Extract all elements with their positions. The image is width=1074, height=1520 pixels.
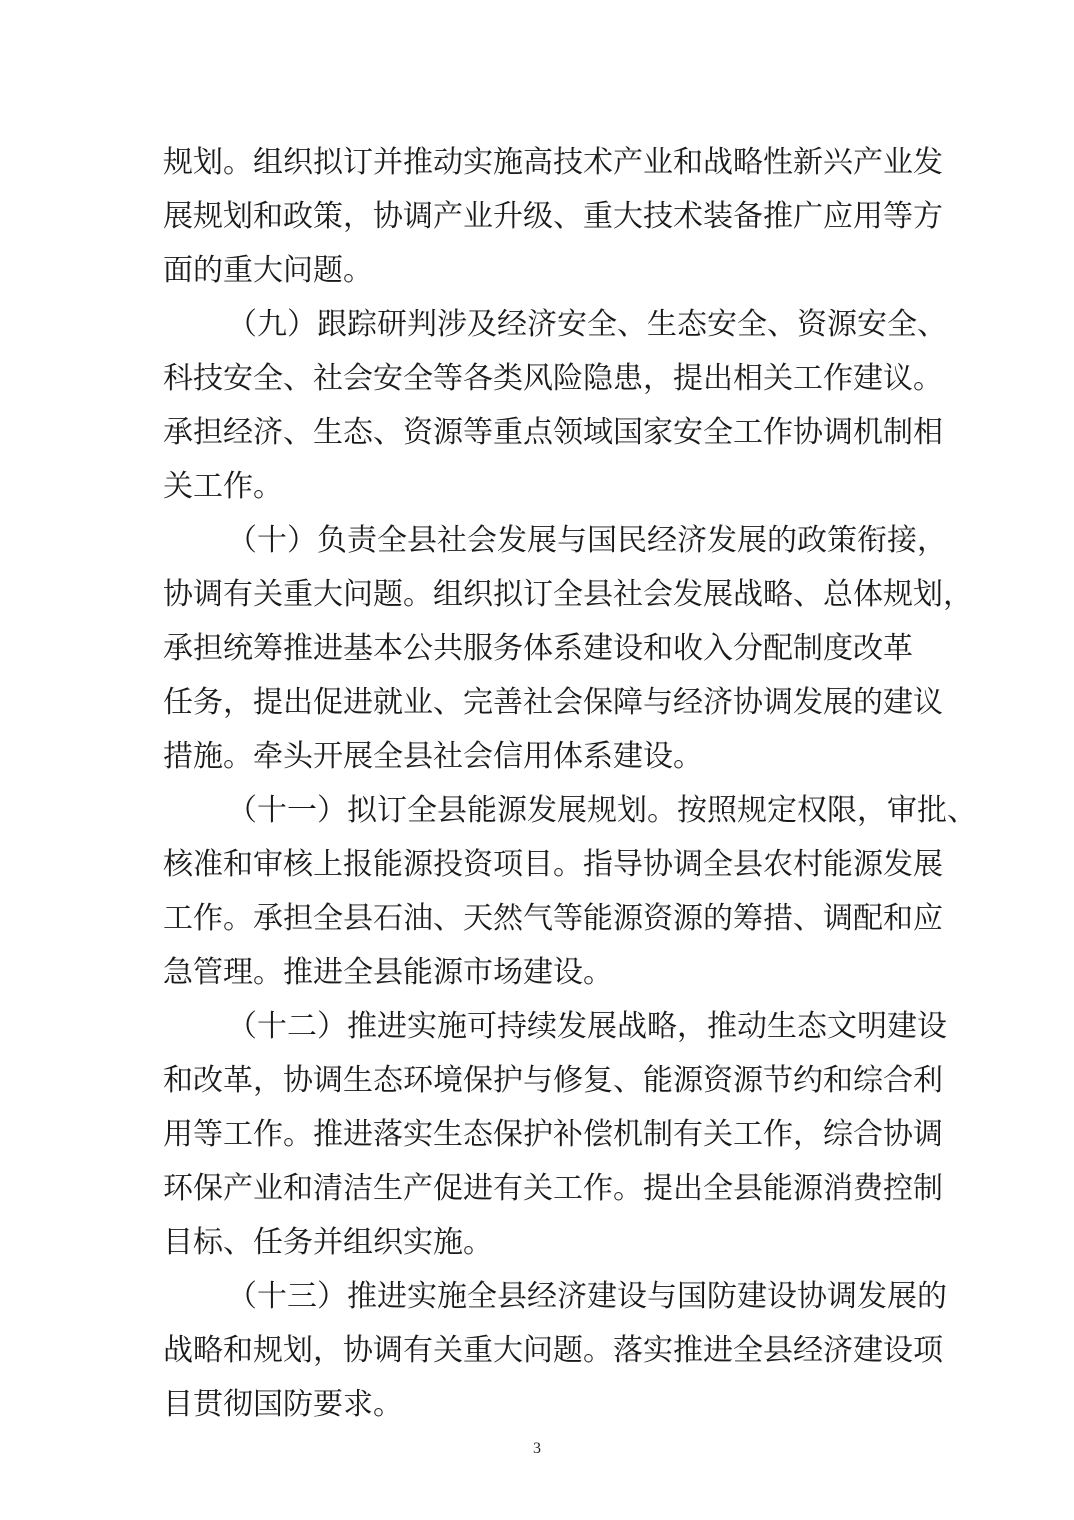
text-line: 目标、任务并组织实施。 — [163, 1225, 493, 1260]
text-line: 科技安全、社会安全等各类风险隐患，提出相关工作建议。 — [163, 361, 943, 396]
document-body — [163, 136, 977, 1432]
text-line: 协调有关重大问题。组织拟订全县社会发展战略、总体规划， — [163, 577, 973, 612]
text-line: 急管理。推进全县能源市场建设。 — [163, 955, 613, 990]
paragraph — [163, 514, 973, 784]
paragraph — [163, 298, 947, 514]
text-line: 任务，提出促进就业、完善社会保障与经济协调发展的建议 — [163, 685, 943, 720]
text-line: 和改革，协调生态环境保护与修复、能源资源节约和综合利 — [163, 1063, 943, 1098]
text-line: 面的重大问题。 — [163, 253, 373, 288]
text-line: 工作。承担全县石油、天然气等能源资源的筹措、调配和应 — [163, 901, 943, 936]
text-line: 承担经济、生态、资源等重点领域国家安全工作协调机制相 — [163, 415, 943, 450]
text-line: 用等工作。推进落实生态保护补偿机制有关工作，综合协调 — [163, 1117, 943, 1152]
text-line: 环保产业和清洁生产促进有关工作。提出全县能源消费控制 — [163, 1171, 943, 1206]
text-line: （九）跟踪研判涉及经济安全、生态安全、资源安全、 — [227, 307, 947, 342]
text-line: 承担统筹推进基本公共服务体系建设和收入分配制度改革 — [163, 631, 913, 666]
paragraph — [163, 136, 943, 298]
text-line: （十三）推进实施全县经济建设与国防建设协调发展的 — [227, 1279, 947, 1314]
text-line: 规划。组织拟订并推动实施高技术产业和战略性新兴产业发 — [163, 145, 943, 180]
text-line: （十二）推进实施可持续发展战略，推动生态文明建设 — [227, 1009, 947, 1044]
paragraph — [163, 1270, 947, 1432]
text-line: （十一）拟订全县能源发展规划。按照规定权限，审批、 — [227, 793, 977, 828]
text-line: （十）负责全县社会发展与国民经济发展的政策衔接， — [227, 523, 947, 558]
paragraph — [163, 784, 977, 1000]
text-line: 核准和审核上报能源投资项目。指导协调全县农村能源发展 — [163, 847, 943, 882]
text-line: 展规划和政策，协调产业升级、重大技术装备推广应用等方 — [163, 199, 943, 234]
text-line: 关工作。 — [163, 469, 283, 504]
text-line: 战略和规划，协调有关重大问题。落实推进全县经济建设项 — [163, 1333, 943, 1368]
text-line: 措施。牵头开展全县社会信用体系建设。 — [163, 739, 703, 774]
page-number: 3 — [533, 1440, 541, 1457]
text-line: 目贯彻国防要求。 — [163, 1387, 403, 1422]
paragraph — [163, 1000, 947, 1270]
